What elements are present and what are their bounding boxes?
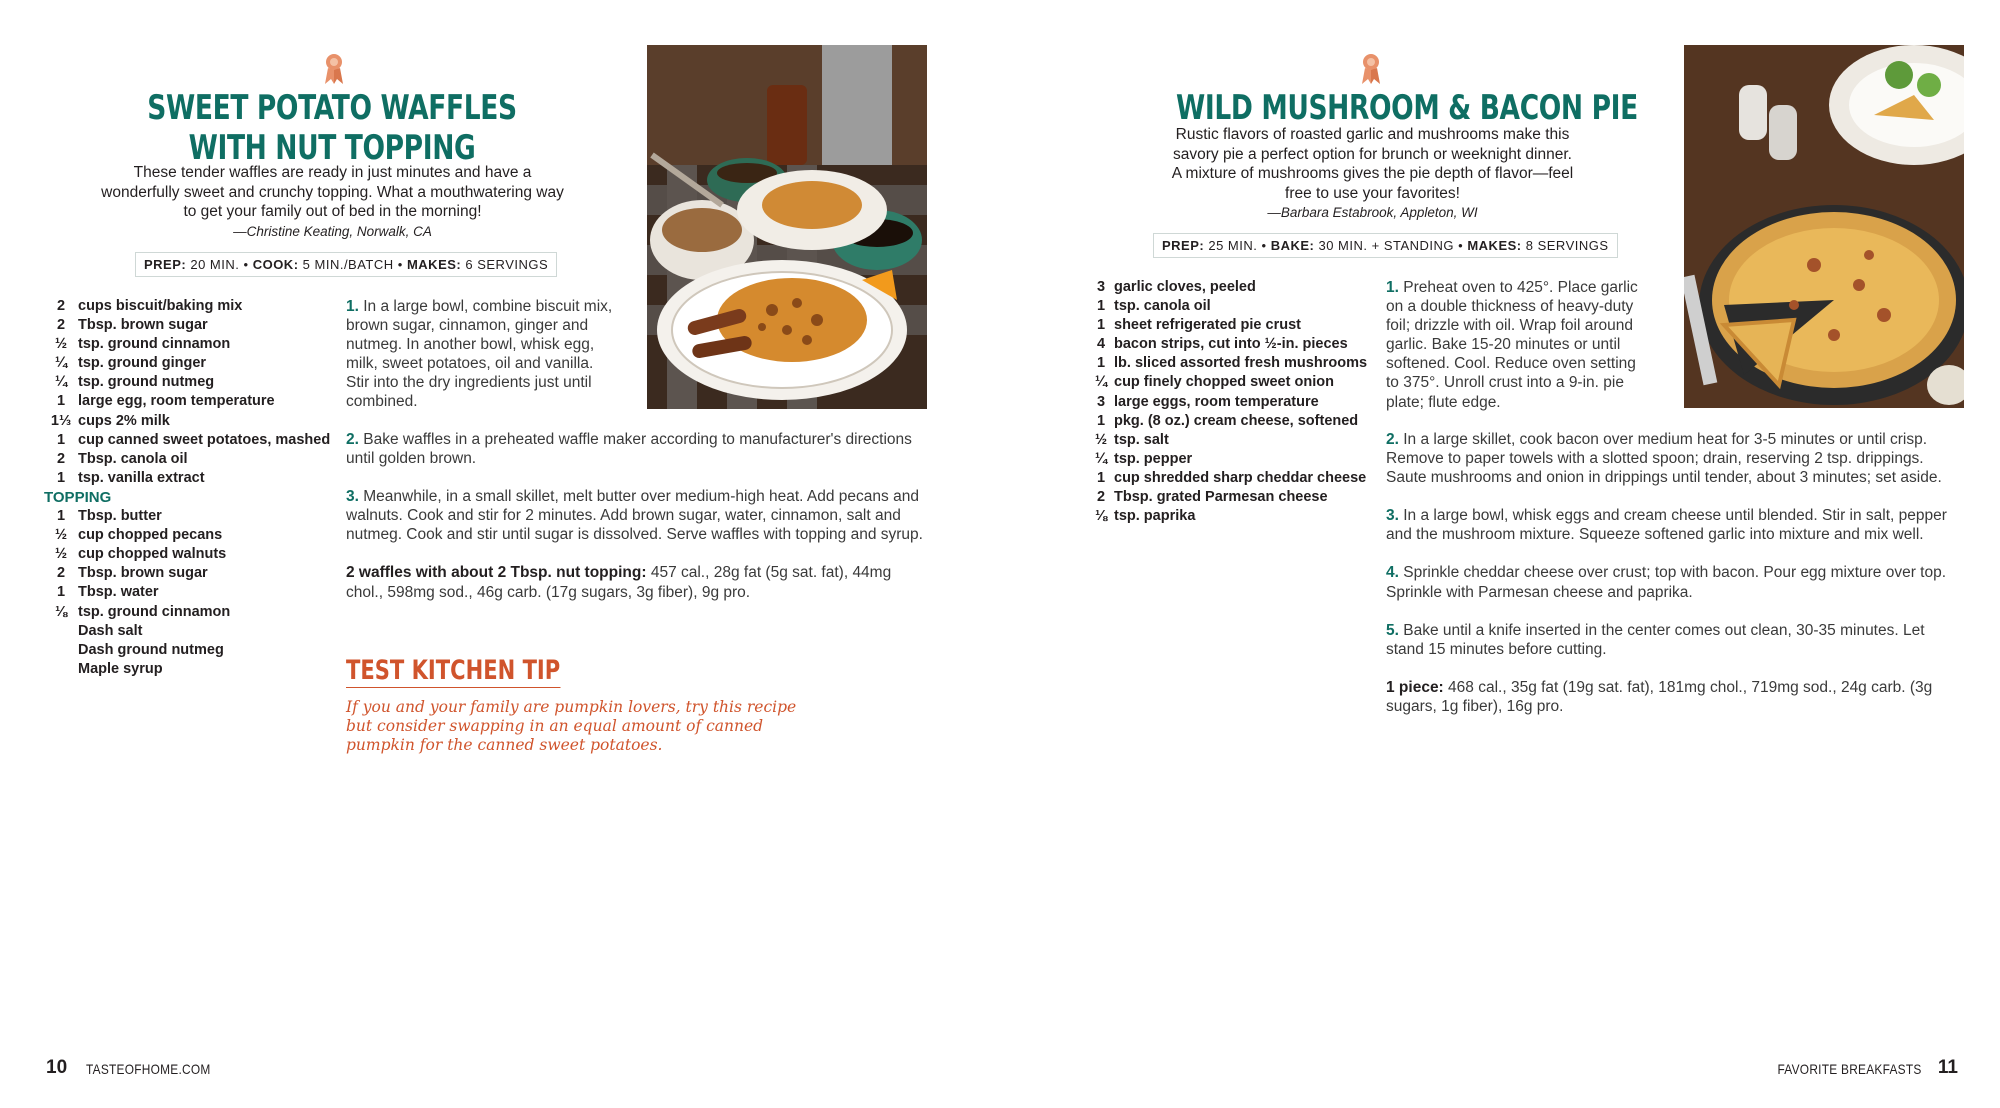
makes-value: 6 SERVINGS xyxy=(465,257,549,272)
ingredient-text: cup canned sweet potatoes, mashed xyxy=(78,431,331,448)
site-name: TASTEOFHOME.COM xyxy=(86,1061,211,1077)
nutrition-facts xyxy=(1386,678,1966,716)
step-number: 3. xyxy=(346,488,359,506)
ingredient-qty: 1 xyxy=(1096,412,1106,429)
ingredient-qty: 1 xyxy=(56,508,66,525)
ingredient-row xyxy=(44,412,334,431)
nutrition-label: 1 piece: xyxy=(1386,678,1444,696)
makes-value: 8 SERVINGS xyxy=(1525,238,1609,253)
ingredient-row xyxy=(1088,431,1388,450)
prep-label: PREP: xyxy=(144,257,187,272)
ingredient-qty: 3 xyxy=(1096,393,1106,410)
ingredient-text: large egg, room temperature xyxy=(78,393,275,410)
ingredient-row xyxy=(1088,373,1388,392)
topping-heading: TOPPING xyxy=(44,488,112,506)
ingredient-qty: ⅛ xyxy=(54,603,68,620)
page-number-right: 11 xyxy=(1937,1057,1958,1078)
recipe-title-line-2: WITH NUT TOPPING xyxy=(188,128,476,168)
step-text: In a large bowl, combine biscuit mix, brown sugar, cinnamon, ginger and nutmeg. In another bowl, whisk egg, milk, sweet potatoes, oil and vanilla. Stir into the dry ingredients just until combined. xyxy=(346,298,613,411)
ingredient-text: Tbsp. butter xyxy=(78,508,162,525)
ingredient-row xyxy=(1088,335,1388,354)
ingredient-text: cup chopped walnuts xyxy=(78,546,227,563)
step-text: Bake waffles in a preheated waffle maker according to manufacturer's directions until golden brown. xyxy=(346,431,912,468)
ingredient-qty: ¼ xyxy=(1094,450,1108,467)
recipe-intro xyxy=(100,163,565,241)
recipe-title-line-1: SWEET POTATO WAFFLES xyxy=(147,88,517,128)
prep-label: PREP: xyxy=(1162,238,1205,253)
ingredient-qty: ½ xyxy=(54,546,68,563)
ingredient-row xyxy=(1088,507,1388,526)
section-name: FAVORITE BREAKFASTS xyxy=(1777,1061,1922,1077)
ingredient-qty: ⅛ xyxy=(1094,508,1108,525)
ingredient-qty: 1 xyxy=(1096,469,1106,486)
tip-title-text: TEST KITCHEN TIP xyxy=(346,655,561,686)
ingredient-row xyxy=(1088,316,1388,335)
step-number: 1. xyxy=(1386,279,1399,296)
ingredient-qty: 1 xyxy=(56,469,66,486)
ingredient-qty: ¼ xyxy=(54,374,68,391)
ingredient-text: Tbsp. grated Parmesan cheese xyxy=(1114,489,1328,506)
ingredient-text: Tbsp. water xyxy=(78,584,159,601)
ingredient-text: tsp. ground nutmeg xyxy=(78,374,215,391)
bake-value: 30 MIN. + STANDING xyxy=(1318,238,1455,253)
ingredient-qty: 2 xyxy=(1096,489,1106,506)
ingredient-row xyxy=(1088,393,1388,412)
recipe-title xyxy=(82,88,582,168)
ingredient-text: Dash ground nutmeg xyxy=(78,641,224,658)
step-number: 4. xyxy=(1386,564,1399,582)
ingredient-row xyxy=(44,583,334,602)
separator: • xyxy=(397,257,403,272)
ingredient-qty: 2 xyxy=(56,565,66,582)
ingredient-row xyxy=(44,603,334,622)
ingredient-text: garlic cloves, peeled xyxy=(1114,279,1256,295)
ingredient-qty: ½ xyxy=(54,336,68,353)
ingredient-qty: 2 xyxy=(56,317,66,334)
ingredient-text: cup shredded sharp cheddar cheese xyxy=(1114,469,1367,486)
ingredient-qty: 1 xyxy=(1096,298,1106,315)
step-text: Sprinkle cheddar cheese over crust; top with bacon. Pour egg mixture over top. Sprinkle with Parmesan cheese and paprika. xyxy=(1386,564,1947,601)
makes-label: MAKES: xyxy=(1467,238,1522,253)
separator: • xyxy=(1458,238,1464,253)
ingredient-row xyxy=(1088,278,1388,297)
ingredient-qty xyxy=(44,660,78,679)
ingredient-row xyxy=(44,507,334,526)
ingredient-row xyxy=(44,316,334,335)
ingredient-text: tsp. canola oil xyxy=(1114,298,1211,315)
ingredient-text: tsp. ground cinnamon xyxy=(78,336,231,353)
step-number: 3. xyxy=(1386,507,1399,525)
ingredient-text: tsp. pepper xyxy=(1114,450,1193,467)
ribbon-award-icon xyxy=(322,52,346,91)
separator: • xyxy=(243,257,249,272)
intro-text: Rustic flavors of roasted garlic and mushrooms make this savory pie a perfect option for brunch or weeknight dinner. A mixture of mushrooms gives the pie depth of flavor—feel free to use your favorites! xyxy=(1171,126,1574,202)
ingredient-row xyxy=(44,297,334,316)
steps-continued xyxy=(346,430,926,617)
step-text: Bake until a knife inserted in the center comes out clean, 30-35 minutes. Let stand 15 minutes before cutting. xyxy=(1386,621,1925,658)
ingredient-text: Dash salt xyxy=(78,622,143,639)
ingredient-row xyxy=(44,641,334,660)
makes-label: MAKES: xyxy=(406,257,462,272)
ingredient-qty: 1 xyxy=(56,393,66,410)
step-number: 1. xyxy=(346,298,359,315)
ingredient-text: tsp. ground ginger xyxy=(78,355,207,372)
ingredient-list xyxy=(1088,278,1388,526)
ingredient-row xyxy=(1088,297,1388,316)
ingredient-row xyxy=(44,660,334,679)
ingredient-row xyxy=(44,392,334,411)
ingredient-qty: 1 xyxy=(56,584,66,601)
ingredient-qty: 4 xyxy=(1096,336,1106,353)
ingredient-row xyxy=(1088,450,1388,469)
recipe-meta xyxy=(135,252,557,277)
ingredient-row xyxy=(44,354,334,373)
recipe-intro xyxy=(1170,125,1575,223)
ingredient-text: cups biscuit/baking mix xyxy=(78,298,243,314)
waffles-photo xyxy=(647,45,927,409)
ingredient-row xyxy=(44,469,334,488)
step-number: 5. xyxy=(1386,621,1399,639)
ingredient-row xyxy=(1088,354,1388,373)
ingredient-qty: ¼ xyxy=(1094,374,1108,391)
cook-value: 5 MIN./BATCH xyxy=(302,257,394,272)
recipe-byline: —Christine Keating, Norwalk, CA xyxy=(233,223,432,239)
ingredient-row xyxy=(44,545,334,564)
step-number: 2. xyxy=(346,431,359,448)
ingredient-qty: 3 xyxy=(1096,279,1106,295)
ingredient-text: Tbsp. canola oil xyxy=(78,450,188,467)
ingredient-text: tsp. ground cinnamon xyxy=(78,603,231,620)
recipe-title-line-1: WILD MUSHROOM & BACON PIE xyxy=(1176,88,1638,128)
recipe-meta xyxy=(1153,233,1618,258)
ingredient-row xyxy=(44,373,334,392)
ribbon-award-icon xyxy=(1359,52,1383,91)
ingredient-text: Tbsp. brown sugar xyxy=(78,565,208,582)
ingredient-row xyxy=(44,526,334,545)
recipe-byline: —Barbara Estabrook, Appleton, WI xyxy=(1267,205,1478,220)
ingredient-text: tsp. paprika xyxy=(1114,508,1196,525)
ingredient-text: pkg. (8 oz.) cream cheese, softened xyxy=(1114,412,1359,429)
ingredient-row xyxy=(44,622,334,641)
nutrition-facts xyxy=(346,563,926,601)
recipe-title xyxy=(1121,88,1638,128)
ingredient-qty: 2 xyxy=(56,298,66,314)
step-text: Preheat oven to 425°. Place garlic on a double thickness of heavy-duty foil; drizzle with oil. Wrap foil around garlic. Bake 15-20 minutes or until softened. Cool. Reduce oven setting to 375°. Unroll crust into a 9-in. pie plate; flute edge. xyxy=(1386,279,1638,411)
ingredient-qty: 1 xyxy=(1096,317,1106,334)
ingredient-row xyxy=(44,431,334,450)
intro-text: These tender waffles are ready in just minutes and have a wonderfully sweet and crunchy topping. What a mouthwatering way to get your family out of bed in the morning! xyxy=(101,164,564,220)
steps-continued xyxy=(1386,430,1966,732)
ingredient-text: Maple syrup xyxy=(78,660,163,677)
bake-label: BAKE: xyxy=(1270,238,1315,253)
ingredient-text: lb. sliced assorted fresh mushrooms xyxy=(1114,355,1368,372)
ingredient-qty: ½ xyxy=(54,527,68,544)
test-kitchen-tip-text: If you and your family are pumpkin lovers, try this recipe but consider swapping in an equal amount of canned pumpkin for the canned sweet potatoes. xyxy=(346,698,797,754)
step-1 xyxy=(346,297,616,431)
prep-value: 25 MIN. xyxy=(1208,238,1258,253)
ingredient-text: tsp. vanilla extract xyxy=(78,469,205,486)
mushroom-pie-photo xyxy=(1684,45,1964,408)
ingredient-row xyxy=(1088,469,1388,488)
ingredient-qty xyxy=(44,641,78,660)
ingredient-list xyxy=(44,297,334,679)
ingredient-qty: 2 xyxy=(56,450,66,467)
cook-label: COOK: xyxy=(252,257,299,272)
ingredient-qty: 1 xyxy=(56,431,66,448)
step-text: In a large bowl, whisk eggs and cream cheese until blended. Stir in salt, pepper and the mushroom mixture. Squeeze softened garlic into mixture and mix well. xyxy=(1386,507,1947,544)
nutrition-label: 2 waffles with about 2 Tbsp. nut topping: xyxy=(346,564,647,582)
ingredient-row xyxy=(44,450,334,469)
ingredient-qty: ½ xyxy=(1094,431,1108,448)
ingredient-text: cup chopped pecans xyxy=(78,527,223,544)
ingredient-row xyxy=(1088,412,1388,431)
ingredient-text: cups 2% milk xyxy=(78,412,170,429)
ingredient-text: cup finely chopped sweet onion xyxy=(1114,374,1334,391)
nutrition-text: 468 cal., 35g fat (19g sat. fat), 181mg chol., 719mg sod., 24g carb. (3g sugars, 1g fiber), 16g pro. xyxy=(1386,678,1933,715)
separator: • xyxy=(1261,238,1267,253)
nutrition-text: 457 cal., 28g fat (5g sat. fat), 44mg chol., 598mg sod., 46g carb. (17g sugars, 3g fiber), 9g pro. xyxy=(346,564,892,601)
ingredient-text: tsp. salt xyxy=(1114,431,1169,448)
step-text: In a large skillet, cook bacon over medium heat for 3-5 minutes or until crisp. Remove to paper towels with a slotted spoon; drain, reserving 2 tsp. drippings. Saute mushrooms and onion in drippings until tender, about 3 minutes; set aside. xyxy=(1386,431,1942,487)
page-number-left: 10 xyxy=(46,1057,68,1078)
step-text: Meanwhile, in a small skillet, melt butter over medium-high heat. Add pecans and walnuts. Cook and stir for 2 minutes. Add brown sugar, water, cinnamon, salt and nutmeg. Cook and stir until sugar is dissolved. Serve waffles with topping and syrup. xyxy=(346,488,923,544)
ingredient-row xyxy=(1088,488,1388,507)
ingredient-qty: 1⅓ xyxy=(50,412,72,429)
step-1 xyxy=(1386,278,1651,431)
ingredient-text: Tbsp. brown sugar xyxy=(78,317,208,334)
ingredient-text: bacon strips, cut into ½-in. pieces xyxy=(1114,336,1348,353)
ingredient-row xyxy=(44,564,334,583)
test-kitchen-tip-title xyxy=(346,655,621,688)
ingredient-qty xyxy=(44,622,78,641)
ingredient-row xyxy=(44,335,334,354)
prep-value: 20 MIN. xyxy=(190,257,240,272)
ingredient-qty: 1 xyxy=(1096,355,1106,372)
step-number: 2. xyxy=(1386,431,1399,448)
ingredient-qty: ¼ xyxy=(54,355,68,372)
ingredient-text: sheet refrigerated pie crust xyxy=(1114,317,1301,334)
ingredient-text: large eggs, room temperature xyxy=(1114,393,1319,410)
